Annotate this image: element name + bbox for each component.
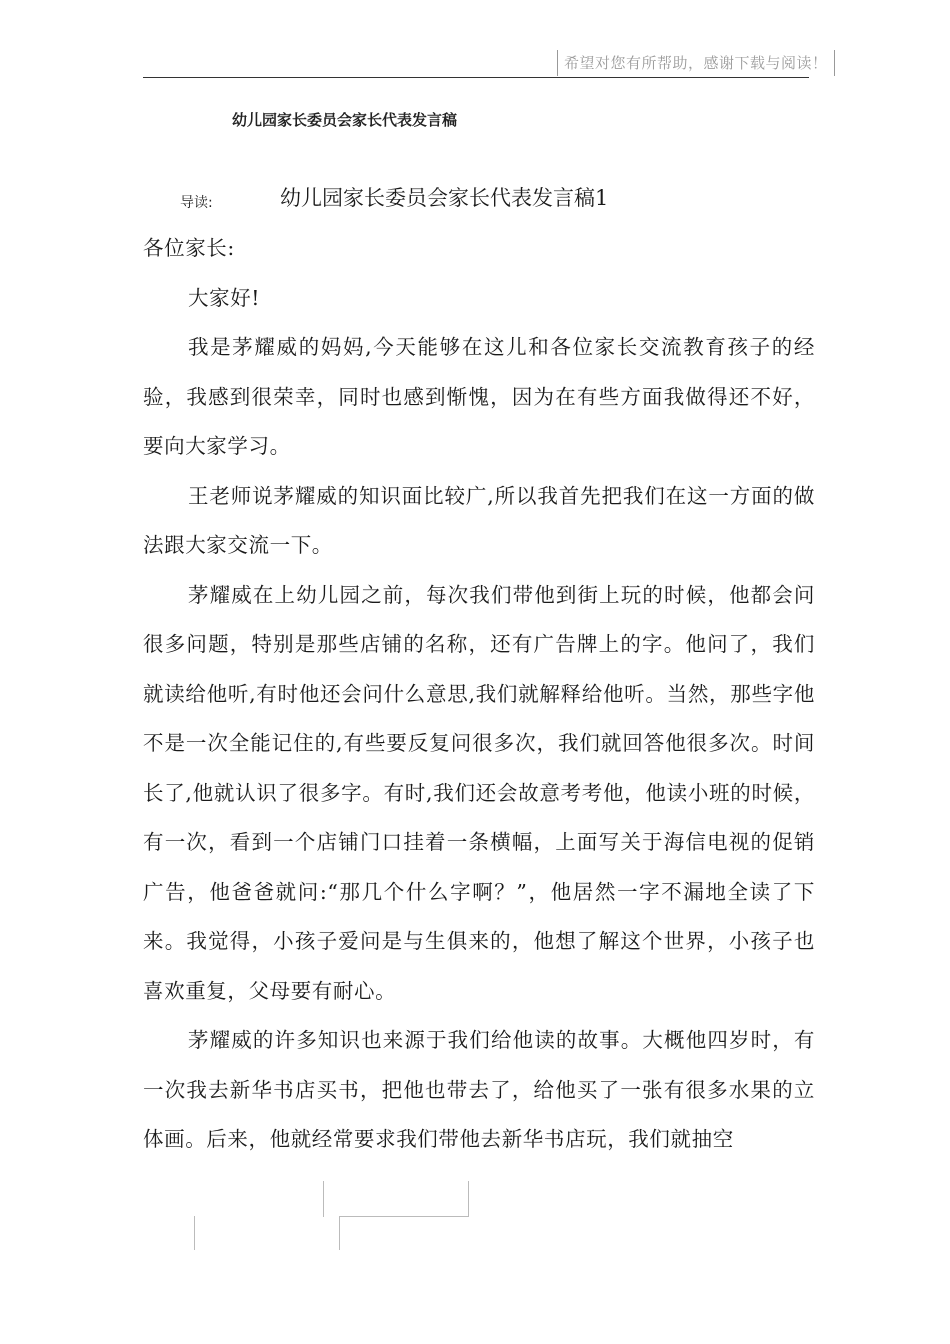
paragraph: 大家好! (188, 285, 261, 310)
paragraph: 茅耀威的许多知识也来源于我们给他读的故事。大概他四岁时，有一次我去新华书店买书，把他也带去了，给他买了一张有很多水果的立体画。后来，他就经常要求我们带他去新华书店玩，我们就抽空 (143, 1028, 815, 1151)
lead-title: 幼儿园家长委员会家长代表发言稿1 (280, 186, 609, 210)
header-tagline: 希望对您有所帮助，感谢下载与阅读！ (557, 50, 835, 76)
crop-mark (323, 1181, 324, 1217)
crop-mark (194, 1216, 195, 1250)
body-text (143, 224, 815, 1165)
lead-row (180, 182, 820, 218)
paragraph: 茅耀威在上幼儿园之前，每次我们带他到街上玩的时候，他都会问很多问题，特别是那些店铺的名称，还有广告牌上的字。他问了，我们就读给他听,有时他还会问什么意思,我们就解释给他听。当然，那些字他不是一次全能记住的,有些要反复问很多次，我们就回答他很多次。时间长了,他就认识了很多字。有时,我们还会故意考考他，他读小班的时候，有一次，看到一个店铺门口挂着一条横幅，上面写关于海信电视的促销广告，他爸爸就问:“那几个什么字啊？”，他居然一字不漏地全读了下来。我觉得，小孩子爱问是与生俱来的，他想了解这个世界，小孩子也喜欢重复，父母要有耐心。 (143, 582, 815, 1003)
crop-mark (339, 1216, 469, 1217)
lead-label: 导读: (180, 195, 213, 211)
crop-mark (339, 1216, 340, 1250)
header-divider (143, 77, 809, 78)
paragraph: 王老师说茅耀威的知识面比较广,所以我首先把我们在这一方面的做法跟大家交流一下。 (143, 483, 815, 557)
document-title: 幼儿园家长委员会家长代表发言稿 (232, 111, 458, 129)
paragraph: 我是茅耀威的妈妈,今天能够在这儿和各位家长交流教育孩子的经验，我感到很荣幸，同时也感到惭愧，因为在有些方面我做得还不好，要向大家学习。 (143, 335, 815, 458)
crop-mark (468, 1181, 469, 1217)
paragraph: 各位家长: (143, 236, 235, 260)
